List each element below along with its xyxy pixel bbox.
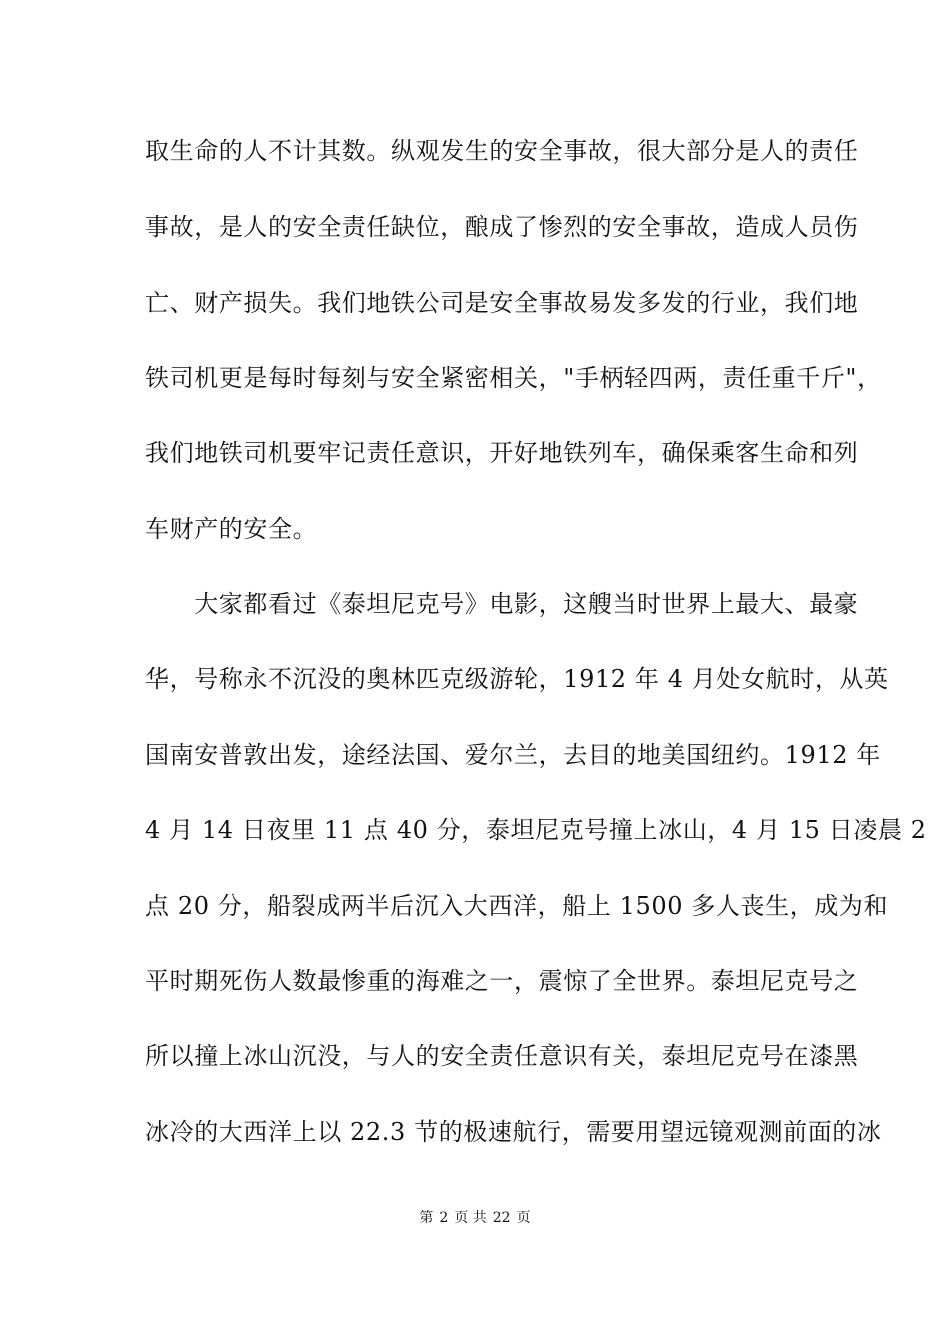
text-line: 大家都看过《泰坦尼克号》电影，这艘当时世界上最大、最豪 [145,590,859,618]
total-pages: 22 [492,1210,511,1226]
text-line: 国南安普敦出发，途经法国、爱尔兰，去目的地美国纽约。1912 年 [145,741,881,769]
footer-middle: 页 共 [454,1210,487,1226]
footer-suffix: 页 [516,1210,531,1226]
page-number: 2 [439,1210,449,1226]
text-line: 点 20 分，船裂成两半后沉入大西洋，船上 1500 多人丧生，成为和 [145,892,889,920]
page-footer [0,1208,950,1228]
text-line: 铁司机更是每时每刻与安全紧密相关，"手柄轻四两，责任重千斤"， [145,364,882,392]
text-line: 我们地铁司机要牢记责任意识，开好地铁列车，确保乘客生命和列 [145,439,859,467]
text-line: 平时期死伤人数最惨重的海难之一，震惊了全世界。泰坦尼克号之 [145,967,859,995]
text-line: 所以撞上冰山沉没，与人的安全责任意识有关，泰坦尼克号在漆黑 [145,1042,859,1070]
text-line: 事故，是人的安全责任缺位，酿成了惨烈的安全事故，造成人员伤 [145,213,859,241]
text-line: 华，号称永不沉没的奥林匹克级游轮，1912 年 4 月处女航时，从英 [145,665,889,693]
text-line: 取生命的人不计其数。纵观发生的安全事故，很大部分是人的责任 [145,137,859,165]
text-line: 4 月 14 日夜里 11 点 40 分，泰坦尼克号撞上冰山，4 月 15 日凌晨 2 [145,816,927,844]
text-line: 车财产的安全。 [145,515,318,543]
text-line: 亡、财产损失。我们地铁公司是安全事故易发多发的行业，我们地 [145,289,859,317]
footer-prefix: 第 [419,1210,434,1226]
text-line: 冰冷的大西洋上以 22.3 节的极速航行，需要用望远镜观测前面的冰 [145,1118,882,1146]
